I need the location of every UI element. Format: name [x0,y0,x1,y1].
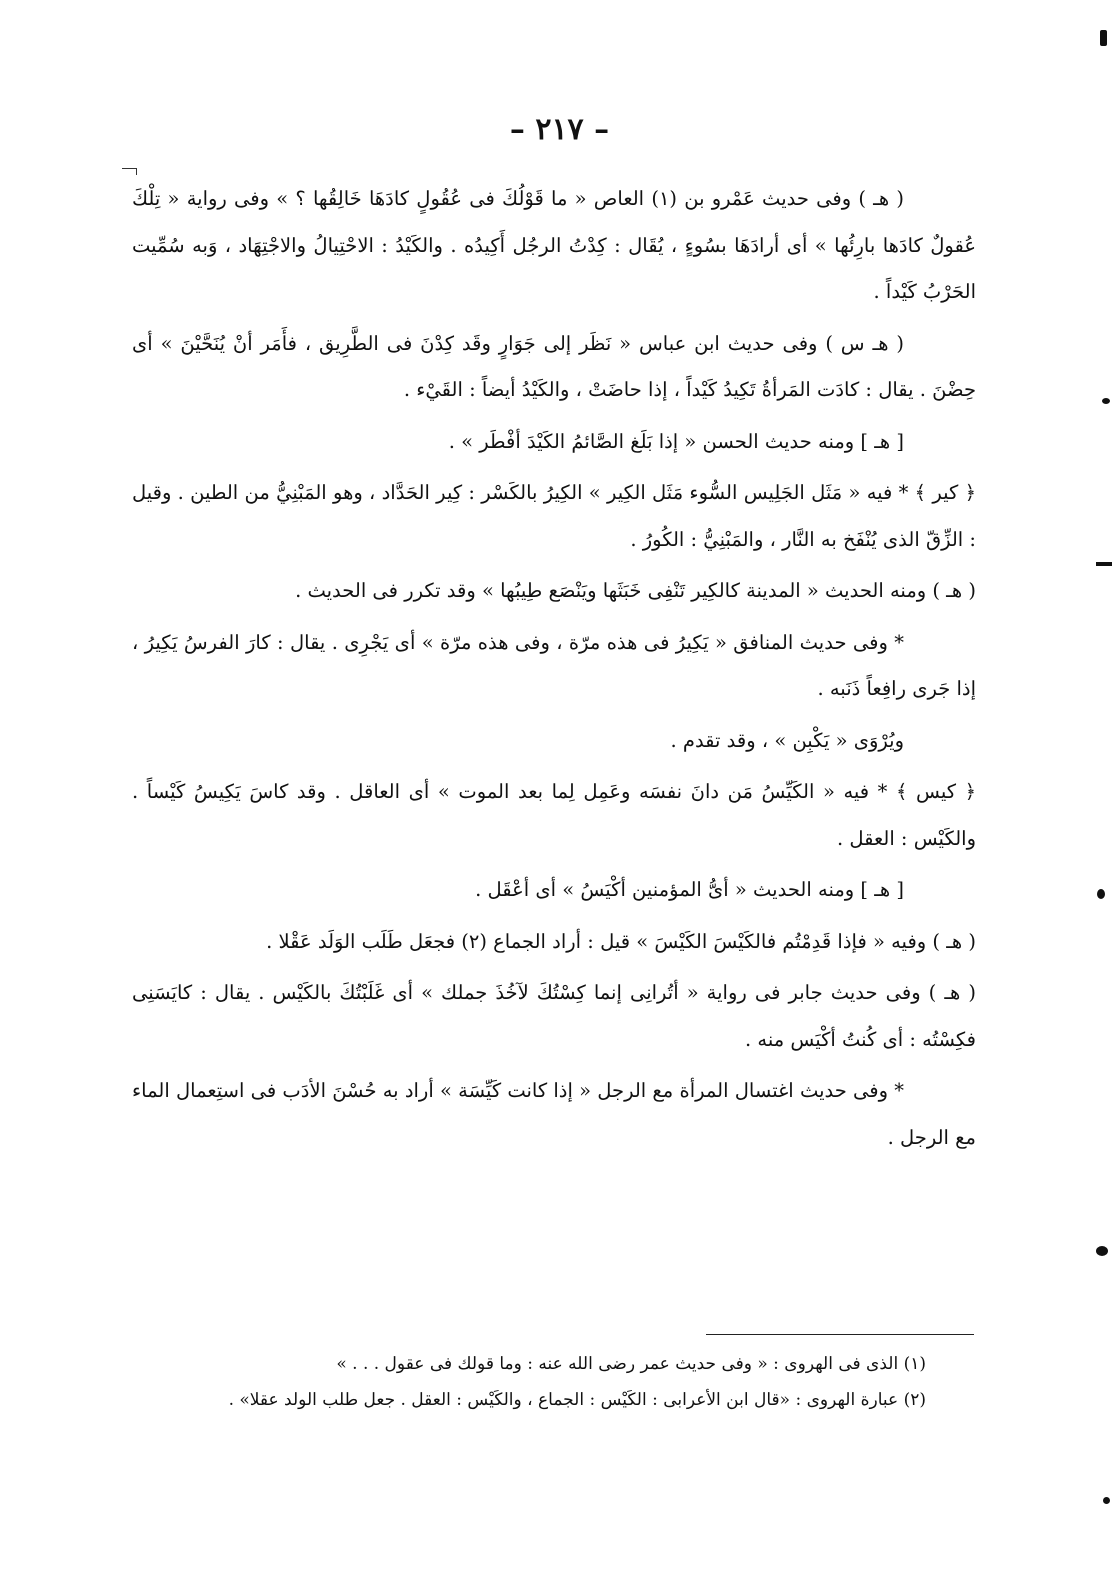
entry-kays-headword: ﴿ كيس ﴾ * فيه « الكَيِّسُ مَن دانَ نفسَه وعَمِل لِما بعد الموت » أى العاقل . وقد كاسَ يَكِيسُ كَيْساً . والكَيْس : العقل . [132,780,976,850]
margin-mark-lower [1096,1246,1108,1256]
entry-kir-munafiq: * وفى حديث المنافق « يَكِيرُ فى هذه مرّة ، وفى هذه مرّة » أى يَجْرِى . يقال : كارَ الفرسُ يَكِيرُ ، إذا جَرى رافِعاً ذَنَبه . [132,630,976,700]
entry-kays-jabir: ( هـ ) وفى حديث جابر فى رواية « أتُرانِى إنما كِسْتُكَ لآخُذَ جملك » أى غَلَبْتُكَ بالكَيْس . يقال : كايَسَنِى فكِسْتُه : أى كُنتُ أكْيَس منه . [132,981,976,1051]
entry-kyd-hasan: [ هـ ] ومنه حديث الحسن « إذا بَلَغ الصَّائمُ الكَيْدَ أفْطَر » . [448,429,904,453]
margin-mark-lower [1097,889,1105,899]
entry-kays-muminin: [ هـ ] ومنه الحديث « أىُّ المؤمنين أكْيَسُ » أى أعْقَل . [475,878,904,901]
entry-kays-jima: ( هـ ) وفيه « فإذا قَدِمْتُم فالكَيْسَ الكَيْسَ » قيل : أراد الجماع (٢) فجعَل طَلَب الوَلَد عَقْلا . [266,929,976,953]
entry-kays-ightisal: * وفى حديث اغتسال المرأة مع الرجل « إذا كانت كَيِّسَة » أراد به حُسْنَ الأدَب فى استِعمال الماء مع الرجل . [132,1079,976,1149]
footnotes [132,1346,976,1418]
footnote-2: (٢) عبارة الهروى : «قال ابن الأعرابى : الكَيْس : الجماع ، والكَيْس : العقل . جعل طلب الولد عقلا» . [228,1390,926,1410]
margin-mark-middle [1096,562,1112,566]
main-text [132,176,976,1166]
footnote-divider [706,1334,974,1335]
margin-mark-top [1100,30,1107,46]
entry-kyd-ibn-abbas: ( هـ س ) وفى حديث ابن عباس « نَظَر إلى جَوَارٍ وقَد كِدْنَ فى الطَّرِيق ، فأَمَر أنْ يُنَحَّيْنَ » أى حِضْنَ . يقال : كادَت المَرأةُ تَكِيدُ كَيْداً ، إذا حاضَتْ ، والكَيْدُ أيضاً : القَيْء . [132,331,976,401]
margin-mark-dot [1102,398,1110,404]
footnote-1: (١) الذى فى الهروى : « وفى حديث عمر رضى الله عنه : وما قولك فى عقول . . . » [336,1354,926,1374]
entry-kir-variant: ويُرْوَى « يَكْبِن » ، وقد تقدم . [670,728,904,752]
entry-kyd-amr-hadith: ( هـ ) وفى حديث عَمْرو بن (١) العاص « ما قَوْلُكَ فى عُقُولٍ كادَهَا خَالِقُها ؟ » وفى رواية « تِلْكَ عُقولٌ كادَها بارِئُها » أى أرادَهَا بسُوءٍ ، يُقَال : كِدْتُ الرجُل أَكِيدُه . والكَيْدُ : الاحْتِيالُ والاجْتِهَاد ، وَبه سُمِّيت الحَرْبُ كَيْداً . [132,187,976,303]
entry-kir-madina: ( هـ ) ومنه الحديث « المدينة كالكِير تَنْفِى خَبَثَها ويَنْصَع طِيبُها » وقد تكرر فى الحديث . [295,579,976,602]
margin-mark-bottom [1103,1497,1110,1504]
page-number: – ٢١٧ – [509,112,610,147]
corner-crop-mark [122,168,137,175]
entry-kir-headword: ﴿ كير ﴾ * فيه « مَثَل الجَلِيس السُّوء مَثَل الكِير » الكِيرُ بالكَسْر : كِير الحَدَّاد ، وهو المَبْنِيُّ من الطين . وقيل : الزِّقّ الذى يُنْفَخ به النَّار ، والمَبْنِيُّ : الكُورُ . [132,481,976,551]
